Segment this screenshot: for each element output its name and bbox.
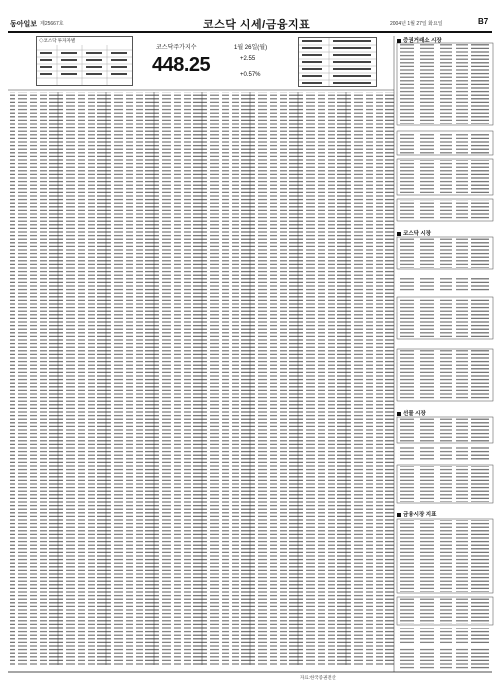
data-source-credit: 자료:한국증권전산 [300,675,337,680]
issue-number: 제25667호 [40,21,64,27]
section-bullet-icon [397,513,401,517]
index-change: +2.55 [240,56,256,62]
section-bullet-icon [397,412,401,416]
section-futures-market [397,409,426,417]
investor-table-title: ◇코스닥 투자자별 [39,38,76,43]
date-line: 2004년 1월 27일 화요일 [390,21,443,27]
section-stock-market [397,36,442,44]
page-number: B7 [478,17,489,26]
section-finance-indicators [397,510,436,518]
index-date: 1월 26일(월) [234,45,268,51]
section-bullet-icon [397,232,401,236]
section-futures-market-label: 선물 시장 [403,411,426,417]
page-title: 코스닥 시세/금융지표 [203,19,311,31]
section-stock-market-label: 증권거래소 시장 [403,38,442,44]
masthead: 동아일보 [10,21,38,28]
section-finance-indicators-label: 금융시장 지표 [403,512,437,518]
section-kosdaq-market-label: 코스닥 시장 [403,231,432,237]
index-label: 코스닥주가지수 [156,45,197,51]
section-bullet-icon [397,39,401,43]
index-value: 448.25 [152,54,211,76]
section-kosdaq-market [397,229,431,237]
index-change-pct: +0.57% [240,72,261,78]
